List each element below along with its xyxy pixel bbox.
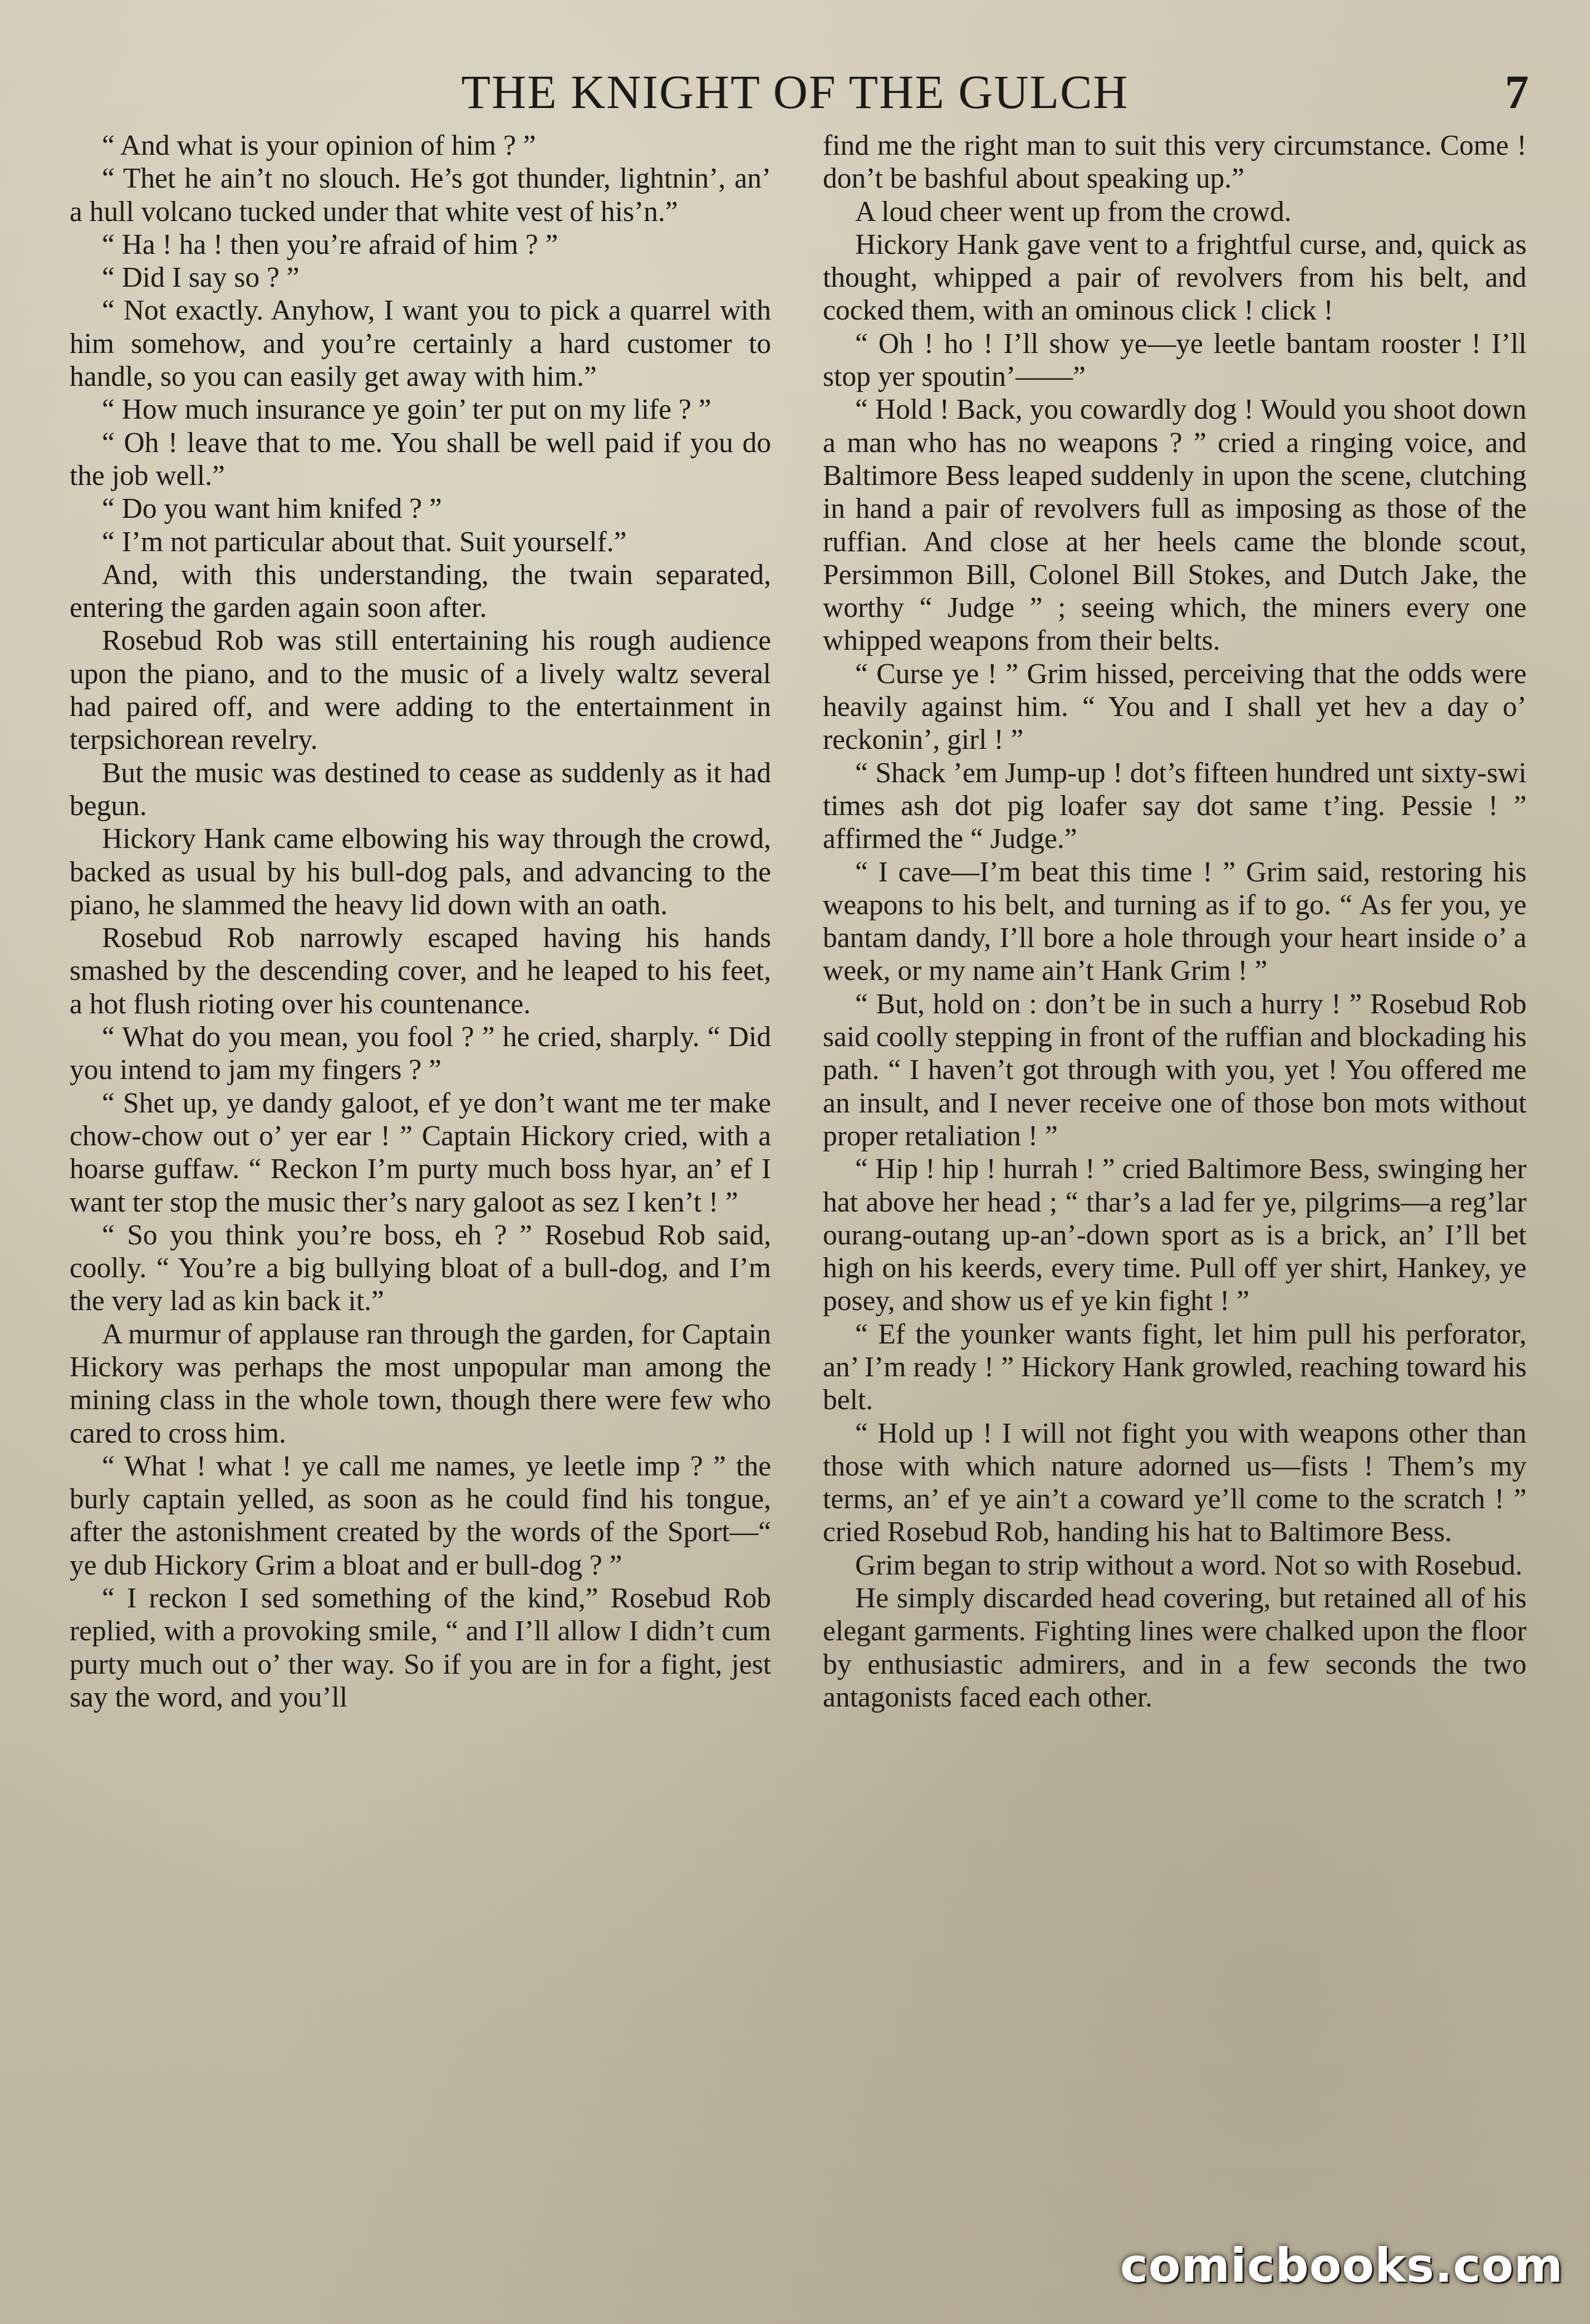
paragraph: “ Do you want him knifed ? ” <box>102 493 442 525</box>
page-header <box>0 61 1590 122</box>
paragraph: A loud cheer went up from the crowd. <box>855 195 1292 228</box>
paragraph: “ I reckon I sed something of the kind,” Rosebud Rob replied, with a provoking smile, “ and I’ll allow I didn’t cum purty much out o’ ther way. So if you are in for a fight, jest say the word, and you’ll <box>70 1582 771 1713</box>
paragraph: He simply discarded head covering, but retained all of his elegant garments. Fighting lines were chalked upon the floor by enthusiastic admirers, and in a few seconds the two antagonists faced each other. <box>823 1582 1527 1713</box>
paragraph: “ Did I say so ? ” <box>102 262 300 294</box>
paragraph: “ What ! what ! ye call me names, ye leetle imp ? ” the burly captain yelled, as soon as he could find his tongue, after the astonishment created by the words of the Sport—“ ye dub Hickory Grim a bloat and er bull-dog ? ” <box>70 1450 771 1581</box>
paragraph: “ Shet up, ye dandy galoot, ef ye don’t want me ter make chow-chow out o’ yer ear ! ” Captain Hickory cried, with a hoarse guffaw. “ Reckon I’m purty much boss hyar, an’ ef I want ter stop the music ther’s nary galoot as sez I ken’t ! ” <box>70 1087 771 1218</box>
paragraph: “ Ha ! ha ! then you’re afraid of him ? ” <box>102 228 558 261</box>
paragraph: “ Curse ye ! ” Grim hissed, perceiving that the odds were heavily against him. “ You and I shall yet hev a day o’ reckonin’, girl ! ” <box>823 658 1527 756</box>
paragraph: “ But, hold on : don’t be in such a hurry ! ” Rosebud Rob said coolly stepping in front of the ruffian and blockading his path. “ I haven’t got through with you, yet ! You offered me an insult, and I never receive one of those bon mots without proper retaliation ! ” <box>823 988 1527 1152</box>
paragraph: “ Not exactly. Anyhow, I want you to pick a quarrel with him somehow, and you’re certainly a hard customer to handle, so you can easily get away with him.” <box>70 295 771 393</box>
right-column <box>823 129 1527 1714</box>
watermark-text: comicbooks.com <box>1120 2238 1563 2293</box>
paragraph: Grim began to strip without a word. Not so with Rosebud. <box>855 1549 1523 1581</box>
paragraph: “ So you think you’re boss, eh ? ” Rosebud Rob said, coolly. “ You’re a big bullying bloat of a bull-dog, and I’m the very lad as kin back it.” <box>70 1219 771 1317</box>
paragraph: Rosebud Rob narrowly escaped having his hands smashed by the descending cover, and he leaped to his feet, a hot flush rioting over his countenance. <box>70 922 771 1020</box>
paragraph: Rosebud Rob was still entertaining his rough audience upon the piano, and to the music of a lively waltz several had paired off, and were adding to the entertainment in terpsichorean revelry. <box>70 625 771 756</box>
paragraph: “ Ef the younker wants fight, let him pull his perforator, an’ I’m ready ! ” Hickory Hank growled, reaching toward his belt. <box>823 1318 1527 1416</box>
paragraph: A murmur of applause ran through the garden, for Captain Hickory was perhaps the most unpopular man among the mining class in the whole town, though there were few who cared to cross him. <box>70 1318 771 1449</box>
paragraph: “ What do you mean, you fool ? ” he cried, sharply. “ Did you intend to jam my fingers ? ” <box>70 1021 771 1086</box>
paragraph: “ Shack ’em Jump-up ! dot’s fifteen hundred unt sixty-swi times ash dot pig loafer say dot same t’ing. Pessie ! ” affirmed the “ Judge.” <box>823 757 1527 855</box>
paragraph: Hickory Hank came elbowing his way through the crowd, backed as usual by his bull-dog pals, and advancing to the piano, he slammed the heavy lid down with an oath. <box>70 823 771 921</box>
paragraph: “ And what is your opinion of him ? ” <box>102 130 536 161</box>
paragraph: “ Oh ! ho ! I’ll show ye—ye leetle bantam rooster ! I’ll stop yer spoutin’——” <box>823 327 1527 393</box>
paragraph: “ Oh ! leave that to me. You shall be well paid if you do the job well.” <box>70 426 771 492</box>
paragraph: “ Hold ! Back, you cowardly dog ! Would you shoot down a man who has no weapons ? ” cried a ringing voice, and Baltimore Bess leaped suddenly in upon the scene, clutching in hand a pair of revolvers full as imposing as those of the ruffian. And close at her heels came the blonde scout, Persimmon Bill, Colonel Bill Stokes, and Dutch Jake, the worthy “ Judge ” ; seeing which, the miners every one whipped weapons from their belts. <box>823 394 1527 657</box>
paragraph: But the music was destined to cease as suddenly as it had begun. <box>70 757 771 822</box>
page-number: 7 <box>1505 65 1529 119</box>
paragraph: “ I cave—I’m beat this time ! ” Grim said, restoring his weapons to his belt, and turning as if to go. “ As fer you, ye bantam dandy, I’ll bore a hole through your heart inside o’ a week, or my name ain’t Hank Grim ! ” <box>823 856 1527 987</box>
left-column <box>70 129 771 1714</box>
paragraph: And, with this understanding, the twain separated, entering the garden again soon after. <box>70 558 771 624</box>
paragraph: “ How much insurance ye goin’ ter put on my life ? ” <box>102 394 711 426</box>
paragraph: “ Thet he ain’t no slouch. He’s got thunder, lightnin’, an’ a hull volcano tucked under that white vest of his’n.” <box>70 163 771 228</box>
paragraph: “ Hold up ! I will not fight you with weapons other than those with which nature adorned us—fists ! Them’s my terms, an’ ef ye ain’t a coward ye’ll come to the scratch ! ” cried Rosebud Rob, handing his hat to Baltimore Bess. <box>823 1417 1527 1548</box>
paragraph-continuation: find me the right man to suit this very circumstance. Come ! don’t be bashful about speaking up.” <box>823 130 1527 195</box>
paragraph: “ I’m not particular about that. Suit yourself.” <box>102 526 627 558</box>
paragraph: Hickory Hank gave vent to a frightful curse, and, quick as thought, whipped a pair of revolvers from his belt, and cocked them, with an ominous click ! click ! <box>823 228 1527 327</box>
paragraph: “ Hip ! hip ! hurrah ! ” cried Baltimore Bess, swinging her hat above her head ; “ thar’s a lad fer ye, pilgrims—a reg’lar ourang-outang up-an’-down sport as is a brick, an’ I’ll bet high on his keerds, every time. Pull off yer shirt, Hankey, ye posey, and show us ef ye kin fight ! ” <box>823 1153 1527 1317</box>
running-head-title: THE KNIGHT OF THE GULCH <box>461 65 1129 119</box>
